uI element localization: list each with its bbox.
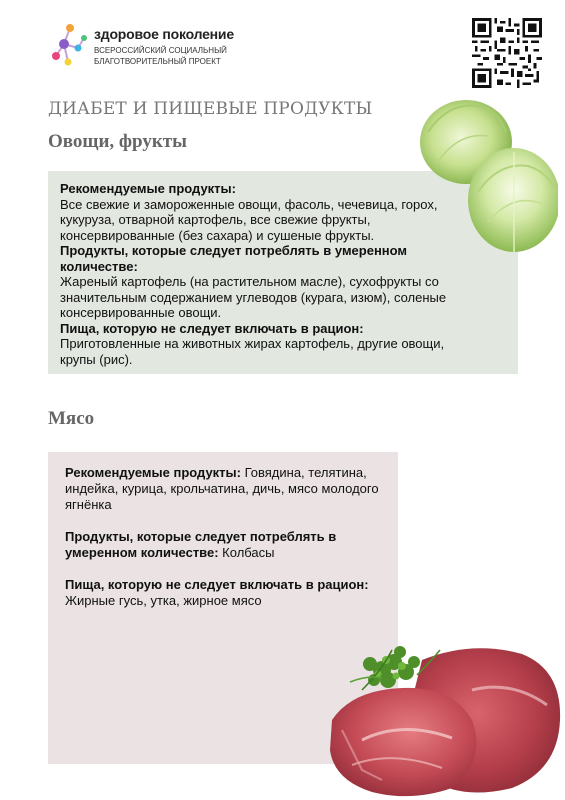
brand-logo: [50, 22, 250, 72]
brand-subtitle-line1: ВСЕРОССИЙСКИЙ СОЦИАЛЬНЫЙ: [94, 46, 227, 55]
meat-image: [322, 630, 565, 800]
veg-recommended-text: Все свежие и замороженные овощи, фасоль, чечевица, горох, кукуруза, отварной картофель, все свежие фрукты, консервированные (без сахара) и сушеные фрукты.: [60, 196, 438, 243]
section-heading-vegetables: Овощи, фрукты: [48, 131, 187, 152]
veg-recommended-label: Рекомендуемые продукты:: [60, 181, 236, 196]
brand-subtitle-line2: БЛАГОТВОРИТЕЛЬНЫЙ ПРОЕКТ: [94, 57, 221, 66]
meat-recommended-label: Рекомендуемые продукты:: [65, 465, 241, 480]
veg-excluded-label: Пища, которую не следует включать в рацион:: [60, 320, 364, 336]
meat-moderate-label: Продукты, которые следует потреблять в умеренном количестве:: [65, 529, 337, 560]
meat-recommended-text: Говядина, телятина, индейка, курица, крольчатина, дичь, мясо молодого ягнёнка: [65, 465, 379, 512]
molecule-logo-icon: [50, 22, 90, 68]
brand-subtitle: [94, 45, 227, 67]
veg-moderate-label: Продукты, которые следует потреблять в умеренном количестве:: [60, 243, 408, 274]
veg-excluded-text: Приготовленные на животных жирах картофель, другие овощи, крупы (рис).: [60, 336, 445, 367]
brand-name: здоровое поколение: [94, 26, 234, 42]
page-title: ДИАБЕТ И ПИЩЕВЫЕ ПРОДУКТЫ: [48, 99, 373, 119]
meat-moderate-text: Колбасы: [218, 545, 275, 560]
veg-moderate-text: Жареный картофель (на растительном масле), сухофрукты со значительным содержанием углеводов (курага, изюм), соленые консервированные овощи.: [60, 274, 447, 320]
meat-excluded-text: Жирные гусь, утка, жирное мясо: [65, 593, 262, 608]
meat-excluded-label: Пища, которую не следует включать в рацион:: [65, 577, 369, 592]
qr-code-icon[interactable]: [472, 18, 542, 88]
cabbage-image: [418, 92, 558, 262]
section-heading-meat: Мясо: [48, 408, 95, 429]
